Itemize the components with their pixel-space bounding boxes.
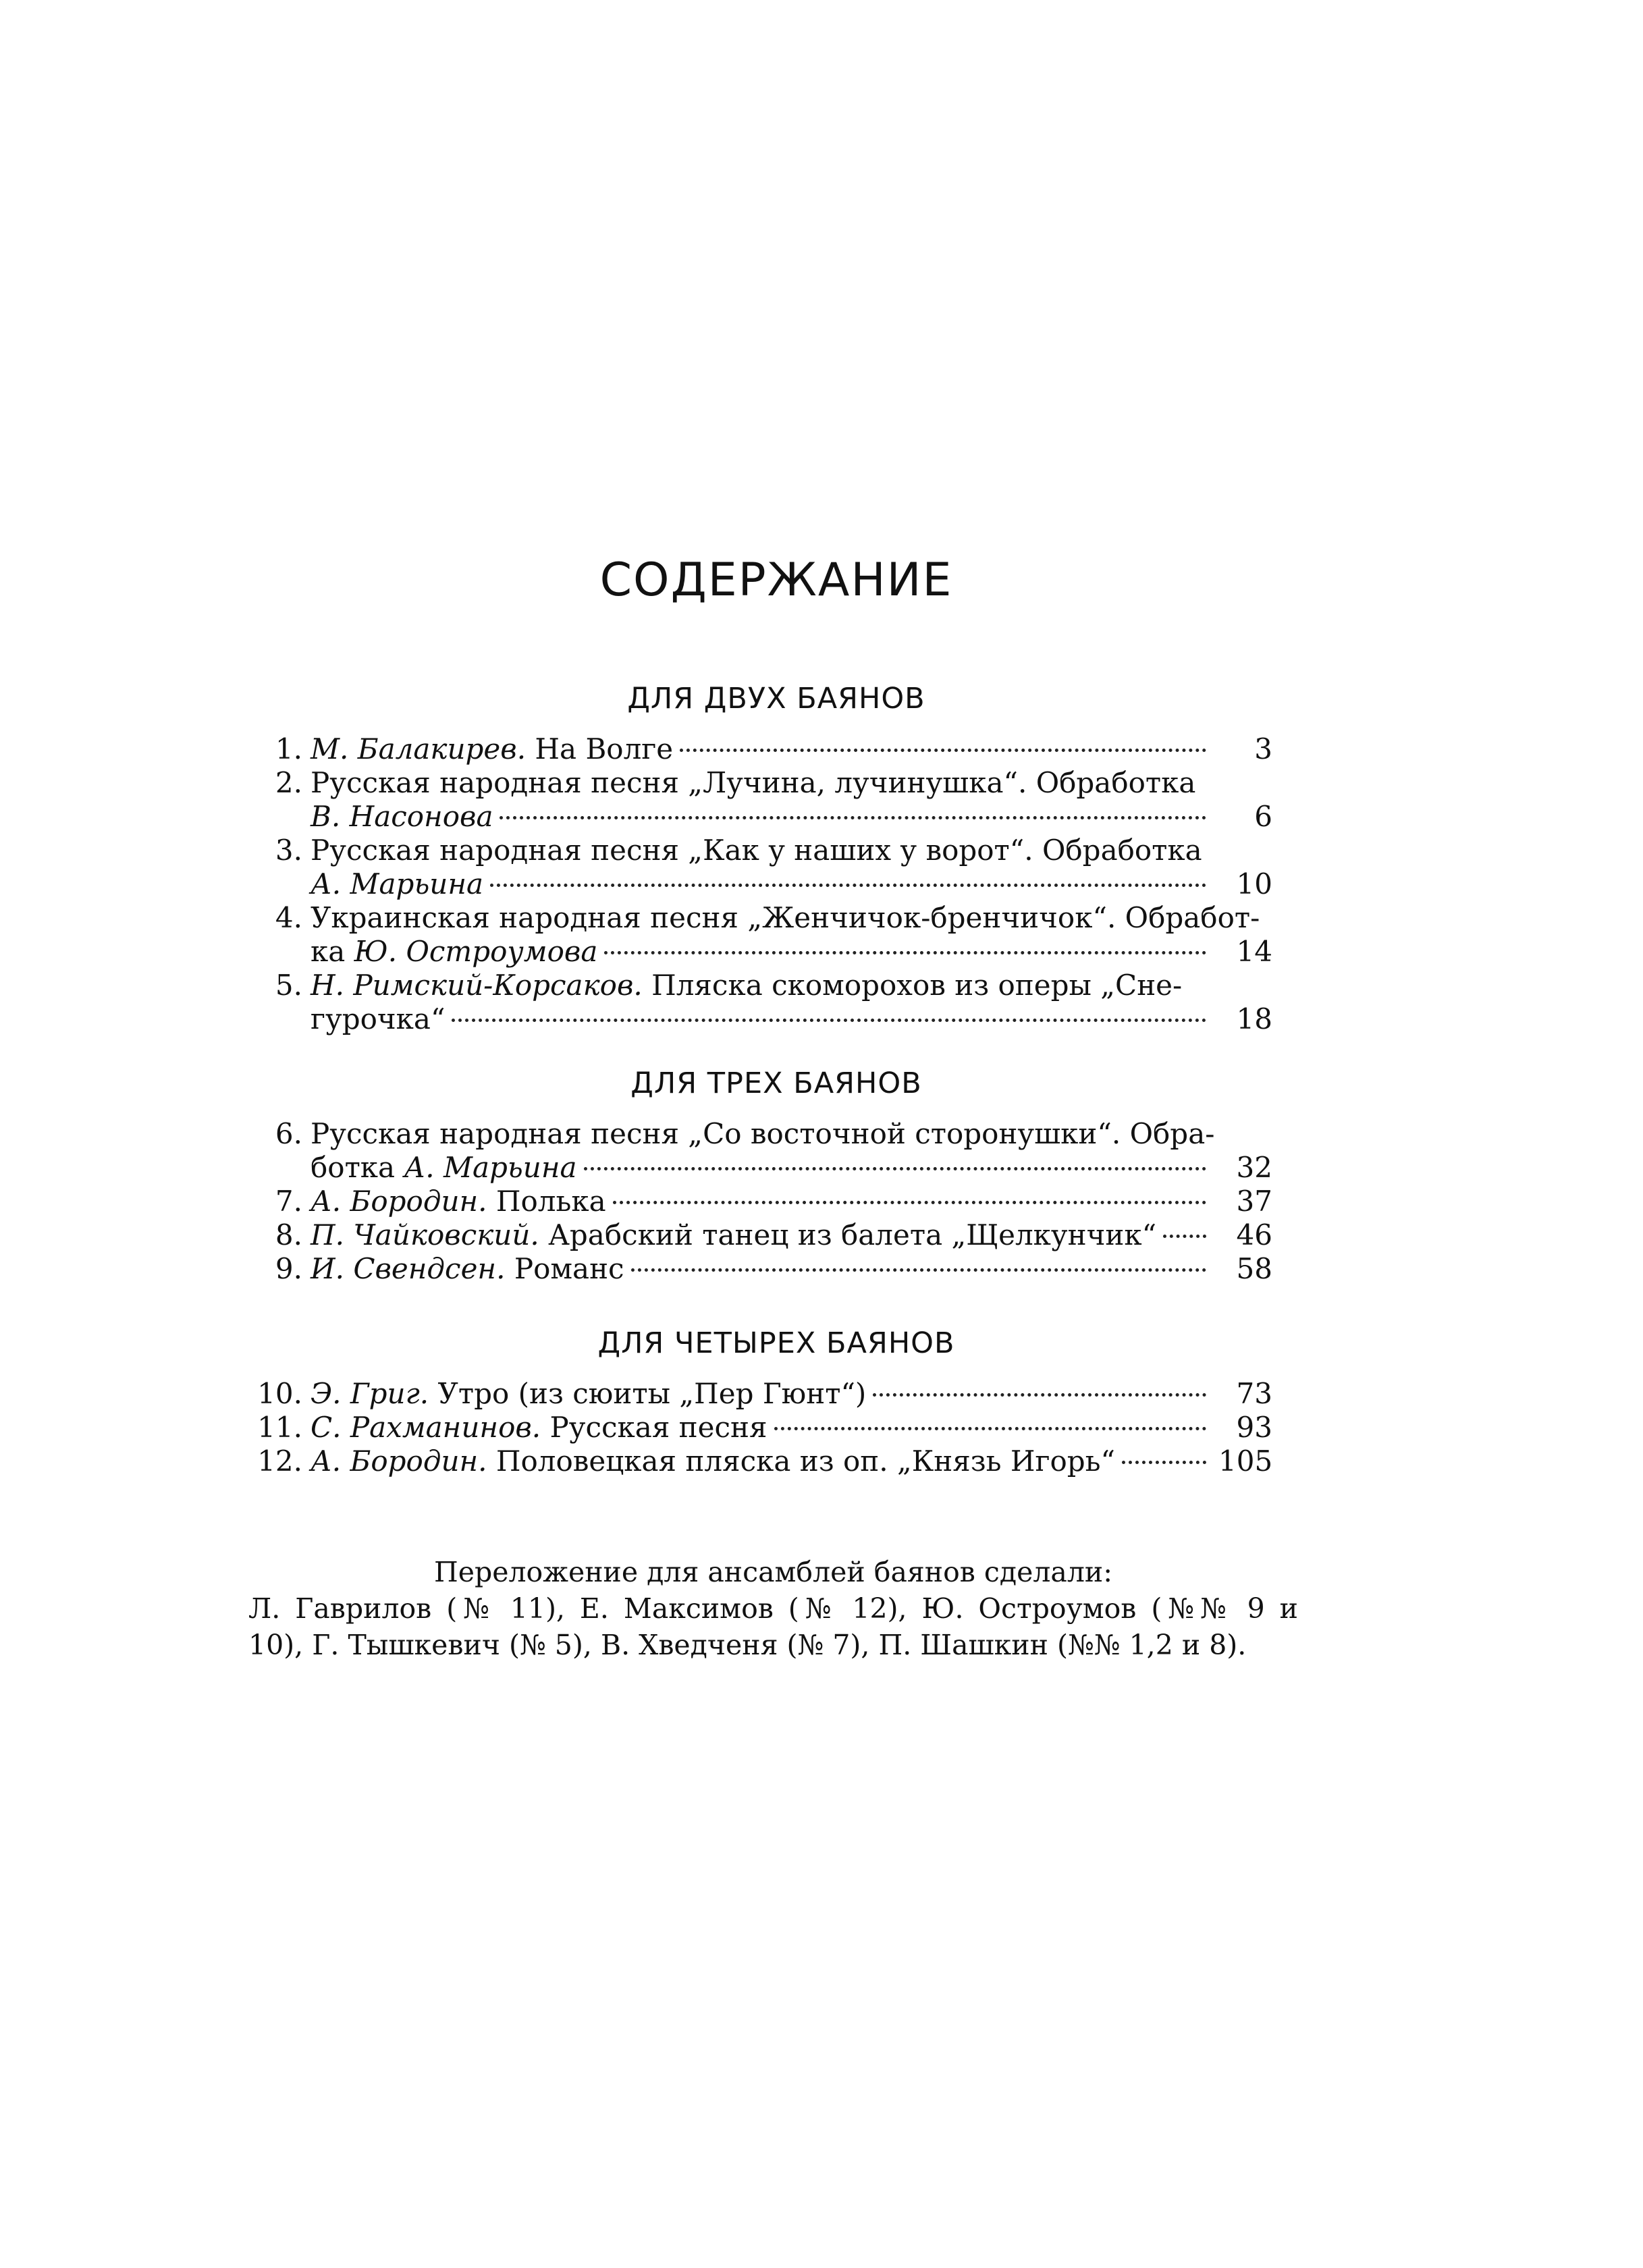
leader-dots — [500, 816, 1206, 819]
entry-title — [311, 1252, 631, 1286]
section-heading-two-bayans: ДЛЯ ДВУХ БАЯНОВ — [627, 682, 925, 716]
entry-page-number: 6 — [1254, 800, 1272, 833]
entry-number: 7. — [275, 1185, 302, 1218]
entry-page-number: 10 — [1236, 867, 1272, 900]
toc-entry-continuation — [250, 1002, 1272, 1036]
entry-word-prefix: ка — [311, 935, 346, 968]
entry-work: Украинская народная песня „Женчичок-бренчичок“. Обработ- — [311, 901, 1260, 934]
toc-entry — [250, 766, 1272, 800]
toc-entry-continuation — [250, 1151, 1272, 1185]
entry-title — [311, 1411, 774, 1444]
entry-number: 9. — [275, 1252, 302, 1285]
entry-page-number: 18 — [1236, 1002, 1272, 1035]
entry-work: Утро (из сюиты „Пер Гюнт“) — [437, 1377, 867, 1410]
entry-author: П. Чайковский. — [311, 1218, 539, 1251]
page-title: СОДЕРЖАНИЕ — [599, 554, 953, 607]
section-heading-four-bayans: ДЛЯ ЧЕТЫРЕХ БАЯНОВ — [597, 1326, 955, 1360]
entry-page-number: 37 — [1236, 1185, 1272, 1218]
entry-number: 4. — [275, 901, 302, 934]
entry-author: А. Бородин. — [311, 1185, 487, 1218]
entry-work: гурочка“ — [311, 1002, 446, 1035]
toc-entry — [250, 1444, 1272, 1478]
entry-author: М. Балакирев. — [311, 732, 527, 765]
toc-section-two-bayans — [250, 732, 1272, 1036]
entry-title — [311, 1218, 1163, 1252]
entry-work: Русская народная песня „Как у наших у ворот“. Обработка — [311, 834, 1202, 867]
entry-author: И. Свендсен. — [311, 1252, 506, 1285]
entry-work: Русская песня — [549, 1411, 767, 1444]
arrangers-credits — [248, 1554, 1298, 1663]
entry-author: Н. Римский-Корсаков. — [311, 969, 643, 1002]
entry-title — [311, 969, 1182, 1002]
entry-author: А. Бородин. — [311, 1444, 487, 1478]
entry-author: Э. Григ. — [311, 1377, 429, 1410]
entry-title — [311, 1185, 613, 1218]
toc-entry — [250, 1252, 1272, 1286]
entry-number: 2. — [275, 766, 302, 799]
entry-work: Арабский танец из балета „Щелкунчик“ — [548, 1218, 1157, 1251]
entry-author: А. Марьина — [404, 1151, 577, 1184]
entry-number: 8. — [275, 1218, 302, 1251]
entry-title — [311, 732, 680, 766]
entry-page-number: 46 — [1236, 1218, 1272, 1251]
leader-dots — [631, 1268, 1206, 1272]
entry-page-number: 105 — [1218, 1444, 1273, 1478]
entry-title — [311, 1444, 1122, 1478]
leader-dots — [452, 1019, 1206, 1022]
entry-title — [311, 935, 604, 969]
leader-dots — [774, 1427, 1206, 1430]
leader-dots — [490, 884, 1206, 887]
toc-entry — [250, 834, 1272, 867]
entry-work: Половецкая пляска из оп. „Князь Игорь“ — [495, 1444, 1115, 1478]
toc-entry-continuation — [250, 867, 1272, 901]
toc-entry-continuation — [250, 935, 1272, 969]
leader-dots — [584, 1167, 1206, 1170]
entry-page-number: 58 — [1236, 1252, 1272, 1285]
entry-work: Русская народная песня „Со восточной сторонушки“. Обра- — [311, 1117, 1215, 1150]
toc-entry — [250, 1117, 1272, 1151]
entry-number: 10. — [257, 1377, 302, 1410]
credits-line: Л. Гаврилов (№ 11), Е. Максимов (№ 12), Ю. Остроумов (№№ 9 и — [248, 1592, 1298, 1625]
toc-section-four-bayans — [250, 1377, 1272, 1478]
entry-page-number: 3 — [1254, 732, 1272, 765]
leader-dots — [680, 749, 1206, 752]
entry-author: С. Рахманинов. — [311, 1411, 541, 1444]
entry-number: 6. — [275, 1117, 302, 1150]
toc-entry — [250, 901, 1272, 935]
entry-word-prefix: ботка — [311, 1151, 396, 1184]
entry-number: 1. — [275, 732, 302, 765]
entry-number: 5. — [275, 969, 302, 1002]
entry-page-number: 73 — [1236, 1377, 1272, 1410]
entry-title — [311, 1151, 584, 1185]
entry-page-number: 32 — [1236, 1151, 1272, 1184]
entry-page-number: 14 — [1236, 935, 1272, 968]
entry-title — [311, 1377, 873, 1411]
leader-dots — [613, 1201, 1206, 1204]
leader-dots — [604, 951, 1206, 954]
leader-dots — [1122, 1461, 1206, 1464]
toc-entry — [250, 1377, 1272, 1411]
toc-entry — [250, 1185, 1272, 1218]
entry-work: Романс — [514, 1252, 624, 1285]
entry-work: Пляска скоморохов из оперы „Сне- — [651, 969, 1183, 1002]
toc-entry — [250, 1218, 1272, 1252]
entry-number: 12. — [257, 1444, 302, 1478]
leader-dots — [873, 1393, 1206, 1397]
section-heading-three-bayans: ДЛЯ ТРЕХ БАЯНОВ — [630, 1066, 922, 1100]
toc-entry — [250, 969, 1272, 1002]
leader-dots — [1163, 1235, 1206, 1238]
entry-author: Ю. Остроумова — [354, 935, 598, 968]
credits-line: 10), Г. Тышкевич (№ 5), В. Хведченя (№ 7), П. Шашкин (№№ 1,2 и 8). — [248, 1629, 1247, 1661]
toc-section-three-bayans — [250, 1117, 1272, 1286]
toc-entry-continuation — [250, 800, 1272, 834]
entry-work: Русская народная песня „Лучина, лучинушка“. Обработка — [311, 766, 1196, 799]
entry-number: 3. — [275, 834, 302, 867]
entry-author: В. Насонова — [311, 800, 493, 833]
entry-work: На Волге — [535, 732, 674, 765]
entry-work: Полька — [495, 1185, 606, 1218]
toc-entry — [250, 1411, 1272, 1444]
credits-title: Переложение для ансамблей баянов сделали: — [433, 1556, 1113, 1588]
toc-entry — [250, 732, 1272, 766]
entry-page-number: 93 — [1236, 1411, 1272, 1444]
entry-number: 11. — [257, 1411, 302, 1444]
entry-author: А. Марьина — [311, 867, 484, 900]
